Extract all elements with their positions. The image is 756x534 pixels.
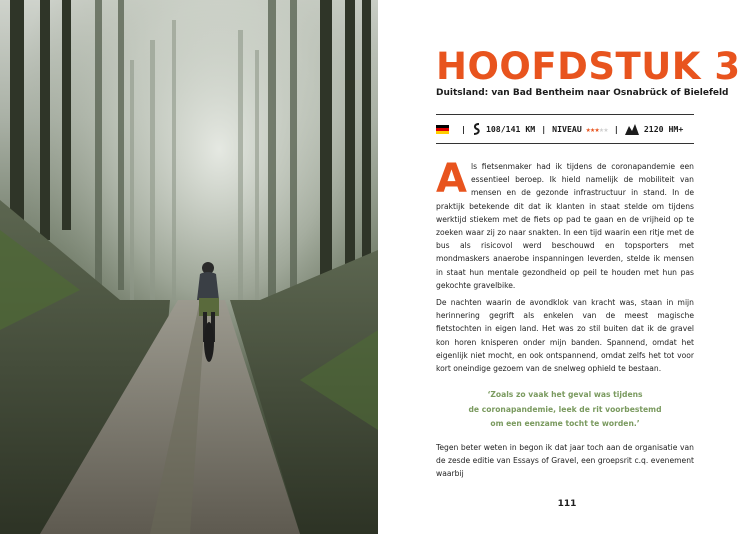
elevation-icon: [625, 124, 639, 135]
level-stars-filled: ★★★: [585, 124, 600, 134]
page-number: 111: [557, 499, 577, 509]
pull-quote-line-1: ‘Zoals zo vaak het geval was tijdens: [487, 390, 643, 399]
body-paragraph-1: [436, 156, 694, 292]
text-page: [378, 0, 756, 534]
chapter-title: HOOFDSTUK 3: [436, 45, 741, 88]
level-rating: [586, 124, 608, 134]
level-stars-empty: ★★: [599, 124, 608, 134]
stats-rule-top: [436, 114, 694, 115]
body-paragraph-1-text: ls fietsenmaker had ik tijdens de coronapandemie een essentieel beroep. Ik hield namelijk de mobiliteit van mensen en de gezonde infrastructuur in stand. In de praktijk betekende dit dat ik klanten in staat stelde om tijdens werktijd stiekem met de fiets op pad te gaan en de vrijheid op te zoeken waar zij zo naar snakten. In een tijd waarin een ritje met de bus als risicovol werd beschouwd en topsporters met mondmaskers anaerobe inspanningen leverden, stelde ik mensen in staat hun mentale gezondheid op peil te houden met hun pas gekochte gravelbike.: [436, 162, 694, 290]
pull-quote-line-3: om een eenzame tocht te worden.’: [490, 419, 640, 428]
germany-flag-icon: [436, 125, 449, 134]
body-paragraph-2: De nachten waarin de avondklok van kracht was, staan in mijn herinnering gegrift als enkelen van de meest magische fietstochten in eigen land. Het was zo stil buiten dat ik de gravel kon horen knisperen onder mijn banden. Spannend, omdat het eigenlijk niet mocht, en ook ontspannend, omdat zelfs het tot voor kort oneindige gezoem van de snelweg ophield te bestaan.: [436, 298, 694, 374]
body-paragraph-3: Tegen beter weten in begon ik dat jaar toch aan de organisatie van de zesde editie van Essays of Gravel, een groepsrit c.q. evenement waarbij: [436, 443, 694, 479]
level-label: NIVEAU: [552, 124, 582, 134]
separator: |: [613, 124, 619, 134]
pull-quote-line-2: de coronapandemie, leek de rit voorbestemd: [468, 404, 662, 414]
chapter-subtitle: Duitsland: van Bad Bentheim naar Osnabrück of Bielefeld: [436, 88, 729, 98]
route-icon: [472, 123, 481, 135]
drop-cap: A: [436, 156, 467, 202]
separator: |: [541, 124, 547, 134]
distance-value: 108/141 KM: [485, 124, 536, 134]
separator: |: [461, 124, 466, 134]
stats-rule-bottom: [436, 143, 694, 144]
elevation-value: 2120 HM+: [643, 124, 684, 134]
pull-quote: [436, 388, 694, 432]
route-stats-bar: [436, 120, 694, 138]
